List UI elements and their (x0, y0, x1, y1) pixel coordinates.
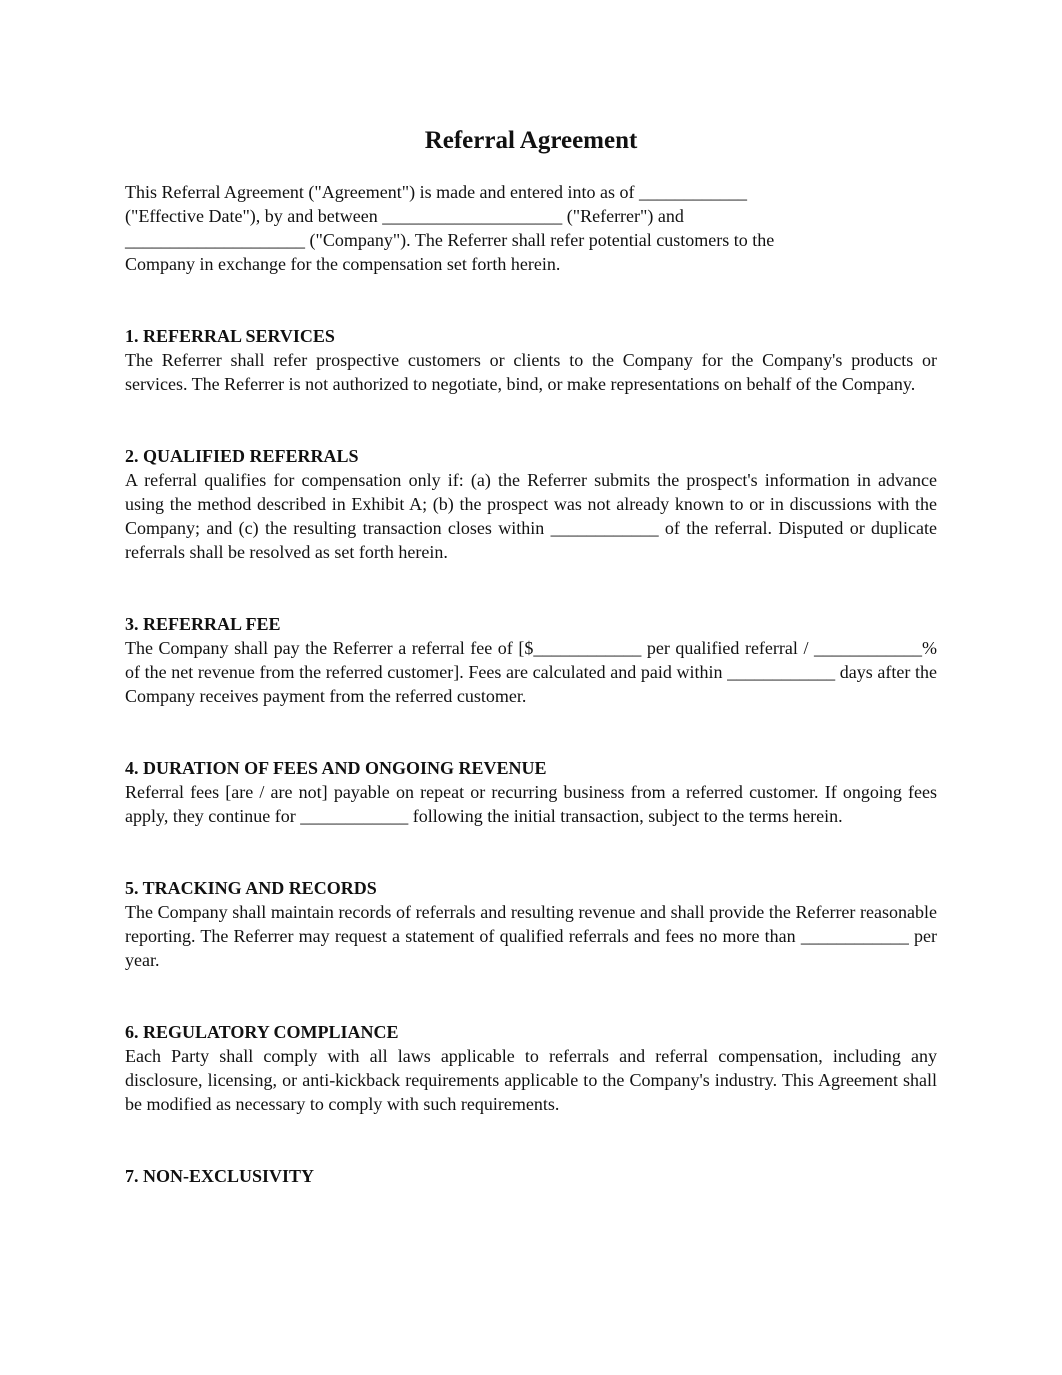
section-regulatory-compliance (125, 1020, 937, 1116)
intro-paragraph (125, 180, 885, 276)
section-body: A referral qualifies for compensation only if: (a) the Referrer submits the prospect's information in advance using the method described in Exhibit A; (b) the prospect was not already known to or in discussions with the Company; and (c) the resulting transaction closes within ____________ of the referral. Disputed or duplicate referrals shall be resolved as set forth herein. (125, 470, 937, 562)
section-referral-fee (125, 612, 937, 708)
section-heading: 5. TRACKING AND RECORDS (125, 878, 377, 898)
section-body: The Referrer shall refer prospective customers or clients to the Company for the Company's products or services. The Referrer is not authorized to negotiate, bind, or make representations on behalf of the Company. (125, 350, 937, 394)
section-body: The Company shall maintain records of referrals and resulting revenue and shall provide the Referrer reasonable reporting. The Referrer may request a statement of qualified referrals and fees no more than ____________ per year. (125, 902, 937, 970)
section-qualified-referrals (125, 444, 937, 564)
section-non-exclusivity (125, 1164, 937, 1188)
section-heading: 4. DURATION OF FEES AND ONGOING REVENUE (125, 758, 547, 778)
intro-line: ____________________ ("Company"). The Referrer shall refer potential customers to the (125, 230, 775, 250)
section-heading: 6. REGULATORY COMPLIANCE (125, 1022, 399, 1042)
intro-line: Company in exchange for the compensation set forth herein. (125, 254, 561, 274)
document-body (125, 124, 937, 1188)
section-referral-services (125, 324, 937, 396)
document-title: Referral Agreement (424, 127, 638, 154)
section-heading: 2. QUALIFIED REFERRALS (125, 446, 359, 466)
section-duration-of-fees (125, 756, 937, 828)
section-body: Each Party shall comply with all laws applicable to referrals and referral compensation, including any disclosure, licensing, or anti-kickback requirements applicable to the Company's industry. This Agreement shall be modified as necessary to comply with such requirements. (125, 1046, 937, 1114)
section-body: The Company shall pay the Referrer a referral fee of [$____________ per qualified referral / ____________% of the net revenue from the referred customer]. Fees are calculated and paid within ____________ days after the Company receives payment from the referred customer. (125, 638, 937, 706)
section-heading: 3. REFERRAL FEE (125, 614, 281, 634)
intro-line: This Referral Agreement ("Agreement") is made and entered into as of ____________ (125, 182, 748, 202)
section-heading: 1. REFERRAL SERVICES (125, 326, 335, 346)
section-tracking-and-records (125, 876, 937, 972)
section-body: Referral fees [are / are not] payable on repeat or recurring business from a referred customer. If ongoing fees apply, they continue for ____________ following the initial transaction, subject to the terms herein. (125, 782, 937, 826)
intro-line: ("Effective Date"), by and between ____________________ ("Referrer") and (125, 206, 684, 226)
section-heading: 7. NON-EXCLUSIVITY (125, 1166, 315, 1186)
